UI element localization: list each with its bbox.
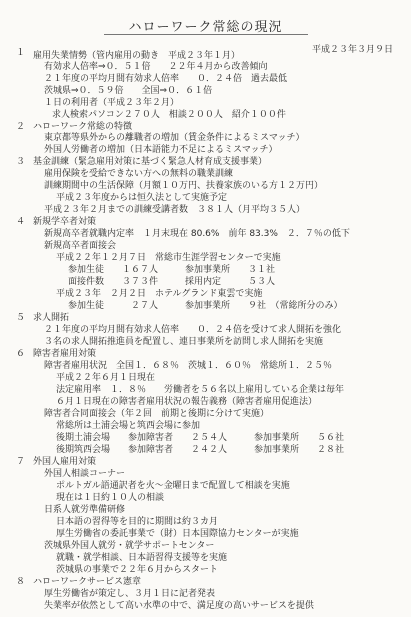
section-line: ２１年度の平均月間有効求人倍率 ０．２４倍 過去最低	[44, 74, 288, 84]
section-line: 新規高卒者面接会	[44, 241, 117, 251]
section-heading: ハローワークサービス憲章	[33, 577, 142, 587]
section-number: １	[16, 48, 26, 58]
section-heading: 雇用失業情勢（管内雇用の動き 平成２３年１月）	[33, 51, 241, 61]
section-heading: ハローワーク常総の特徴	[33, 122, 133, 132]
section-line: 外国人労働者の増加（日本語能力不足によるミスマッチ）	[44, 145, 278, 155]
section-line: 平成２２年１２月７日 常総市生涯学習センターで実施	[56, 253, 281, 263]
section-line: 雇用保険を受給できない方への無料の職業訓練	[44, 169, 234, 179]
section-number: ６	[16, 349, 26, 359]
section-line: 外国人相談コーナー	[44, 469, 126, 479]
section-heading: 外国人雇用対策	[33, 457, 97, 467]
section-line: 求人検索パソコン２７０人 相談２００人 紹介１００件	[52, 110, 286, 120]
section-number: ７	[16, 457, 26, 467]
section-line: 有効求人倍率⇒０．５１倍 ２２年４月から改善傾向	[44, 62, 268, 72]
section-line: 茨城県の事業で２２年６月からスタート	[56, 565, 219, 575]
section-line: 平成２２年６月１日現在	[56, 373, 156, 383]
section-line: 面接件数 ３７３件 採用内定 ５３人	[68, 277, 276, 287]
section-line: 日系人就労準備研修	[44, 505, 126, 515]
section-line: 厚生労働省の委託事業で（財）日本国際協力センターが実施	[56, 529, 299, 539]
section-heading: 求人開拓	[33, 313, 70, 323]
section-line: 厚生労働省が策定し、３月１日に記者発表	[44, 589, 216, 599]
section-line: 茨城県外国人就労・就学サポートセンター	[44, 541, 215, 551]
section-line: 日本語の習得等を目的に期間は約３カ月	[56, 517, 219, 527]
section-line: 新規高卒者就職内定率 １月末現在 80.6% 前年 83.3% ２．７％の低下	[44, 229, 350, 239]
section-line: １日の利用者（平成２３年２月）	[44, 98, 180, 108]
section-line: 平成２３年 ２月２日 ホテルグランド東雲で実施	[56, 289, 263, 299]
section-line: 就職・就学相談、日本語習得支援等を実施	[56, 553, 228, 563]
section-number: ４	[16, 217, 26, 227]
section-line: ２１年度の平均月間有効求人倍率 ０．２４倍を受けて求人開拓を強化	[44, 325, 342, 335]
section-number: ３	[16, 157, 26, 167]
section-line: ６月１日現在の障害者雇用状況の報告義務（障害者雇用促進法）	[56, 397, 318, 407]
section-line: 訓練期間中の生活保障（月額１０万円、扶養家族のいる方１２万円）	[44, 181, 324, 191]
section-line: 現在は１日約１０人の相談	[56, 493, 165, 503]
section-line: 平成２３年度からは恒久法として実施予定	[56, 193, 228, 203]
section-line: 常総所は土浦会場と筑西会場に参加	[56, 421, 201, 431]
section-line: 障害者雇用状況 全国１．６８％ 茨城１．６０％ 常総所１．２５％	[44, 361, 333, 371]
section-line: 参加生徒 １６７人 参加事業所 ３１社	[68, 265, 276, 275]
page-title: ハローワーク常総の現況	[128, 20, 283, 35]
section-line: 東京都等県外からの離職者の増加（賃金条件によるミスマッチ）	[44, 133, 305, 143]
section-line: 参加生徒 ２７人 参加事業所 ９社 （常総所分のみ）	[68, 301, 343, 311]
section-line: 茨城県⇒０．５９倍 全国⇒０．６１倍	[44, 86, 213, 96]
title-underline	[104, 34, 308, 35]
section-number: ２	[16, 122, 26, 132]
section-line: 平成２３年２月までの訓練受講者数 ３８１人（月平均３５人）	[44, 205, 306, 215]
section-line: 法定雇用率 １．８％ 労働者を５６名以上雇用している企業は毎年	[56, 385, 345, 395]
section-heading: 障害者雇用対策	[33, 349, 97, 359]
section-heading: 基金訓練（緊急雇用対策に基づく緊急人材育成支援事業）	[33, 157, 268, 167]
section-line: 失業率が依然として高い水準の中で、満足度の高いサービスを提供	[44, 601, 314, 611]
section-line: ポルトガル語通訳者を火～金曜日まで配置して相談を実施	[56, 481, 290, 491]
section-heading: 新規学卒者対策	[33, 217, 97, 227]
section-line: 障害者合同面接会（年２回 前期と後期に分けて実施）	[44, 409, 270, 419]
section-number: ５	[16, 313, 26, 323]
section-line: 後期土浦会場 参加障害者 ２５４人 参加事業所 ５６社	[56, 433, 345, 443]
section-line: ３名の求人開拓推進員を配置し、連日事業所を訪問し求人開拓を実施	[44, 337, 324, 347]
document-date: 平成２３年３月９日	[311, 45, 393, 55]
section-line: 後期筑西会場 参加障害者 ２４２人 参加事業所 ２８社	[56, 445, 345, 455]
section-number: ８	[16, 577, 26, 587]
